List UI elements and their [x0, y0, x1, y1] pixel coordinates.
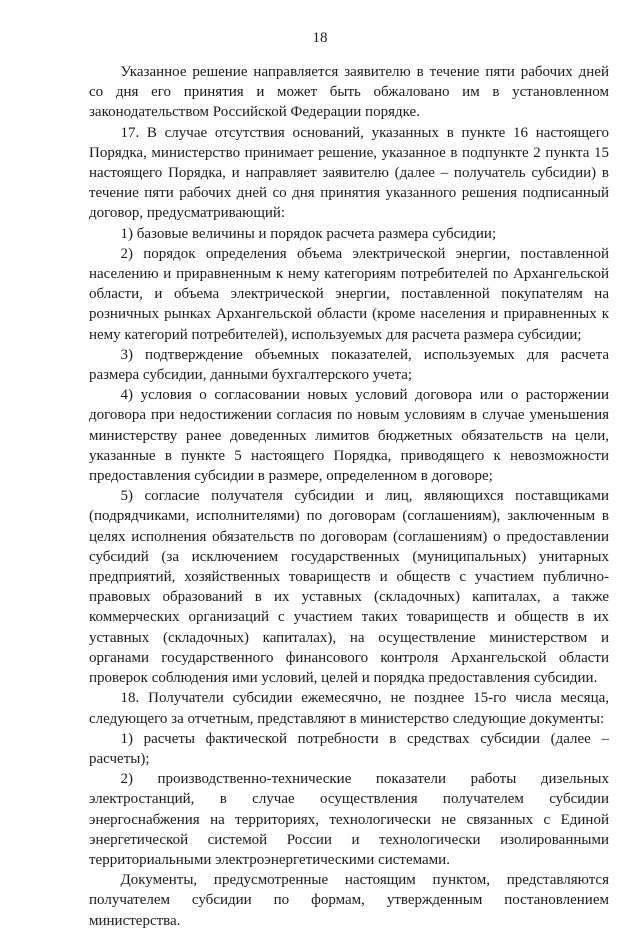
paragraph-17-sub-3: 3) подтверждение объемных показателей, используемых для расчета размера субсидии, данными бухгалтерского учета; [89, 346, 609, 384]
paragraph-18-sub-2: 2) производственно-технические показатели работы дизельных электростанций, в случае осуществления получателем субсидии энергоснабжения на территориях, технологически не связанных с Единой энергетической системой России и технологически изолированными территориальными электроэнергетическими системами. [89, 771, 609, 868]
paragraph-17-sub-2: 2) порядок определения объема электрической энергии, поставленной населению и приравненным к нему категориям потребителей по Архангельской области, и объема электрической энергии, поставленной покупателям на розничных рынках Архангельской области (кроме населения и приравненных к нему категорий потребителей), используемых для расчета размера субсидии; [89, 245, 609, 343]
paragraph-17-sub-4: 4) условия о согласовании новых условий договора или о расторжении договора при недостижении согласия по новым условиям в случае уменьшения министерству ранее доведенных лимитов бюджетных обязательств на цели, указанные в пункте 5 настоящего Порядка, приводящего к невозможности предоставления субсидии в размере, определенном в договоре; [89, 387, 609, 485]
document-body [89, 62, 609, 931]
paragraph-17-sub-1: 1) базовые величины и порядок расчета размера субсидии; [120, 225, 497, 242]
paragraph-item-17: 17. В случае отсутствия оснований, указанных в пункте 16 настоящего Порядка, министерство принимает решение, указанное в подпункте 2 пункта 15 настоящего Порядка, и направляет заявителю (далее – получатель субсидии) в течение пяти рабочих дней со дня принятия указанного решения подписанный договор, предусматривающий: [89, 124, 609, 222]
page-number: 18 [312, 30, 328, 46]
paragraph-item-18: 18. Получатели субсидии ежемесячно, не позднее 15-го числа месяца, следующего за отчетным, представляют в министерство следующие документы: [89, 690, 609, 727]
paragraph-decision-notice: Указанное решение направляется заявителю в течение пяти рабочих дней со дня его принятия и может быть обжаловано им в установленном законодательством Российской Федерации порядке. [89, 64, 609, 121]
paragraph-18-sub-1: 1) расчеты фактической потребности в средствах субсидии (далее – расчеты); [89, 730, 609, 767]
paragraph-17-sub-5: 5) согласие получателя субсидии и лиц, являющихся поставщиками (подрядчиками, исполнителями) по договорам (соглашениям), заключенным в целях исполнения обязательств по договорам (соглашениям) о предоставлении субсидий (за исключением государственных (муниципальных) унитарных предприятий, хозяйственных товариществ и обществ с участием публично-правовых образований в их уставных (складочных) капиталах, а также коммерческих организаций с участием таких товариществ и обществ в их уставных (складочных) капиталах), на осуществление министерством и органами государственного финансового контроля Архангельской области проверок соблюдения ими условий, целей и порядка предоставления субсидии. [89, 488, 609, 687]
paragraph-documents-forms: Документы, предусмотренные настоящим пунктом, представляются получателем субсидии по формам, утвержденным постановлением министерства. [89, 872, 609, 929]
